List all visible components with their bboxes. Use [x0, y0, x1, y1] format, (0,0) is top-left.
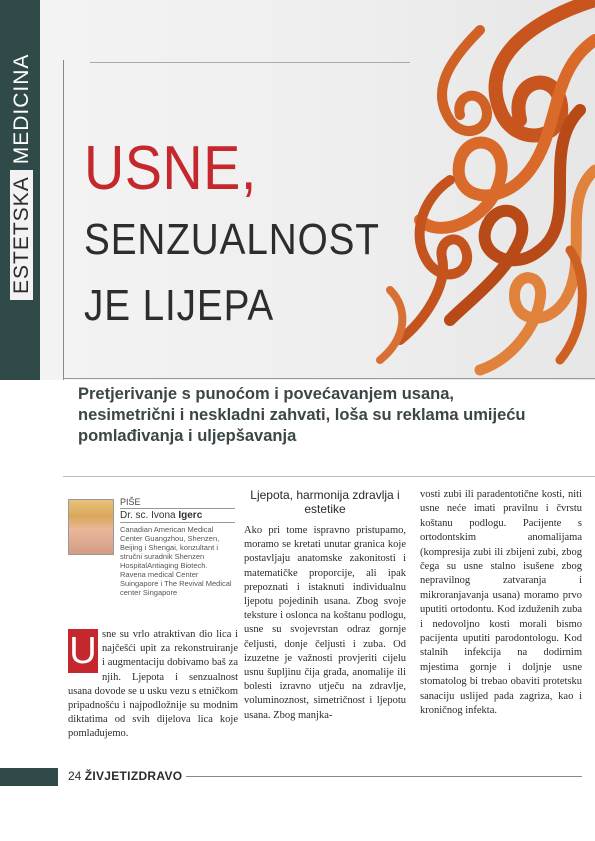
body-column-3: [420, 488, 582, 719]
section-label: [10, 48, 34, 300]
page-number: 24: [68, 769, 82, 783]
author-surname: Igerc: [178, 510, 203, 521]
magazine-brand: [85, 769, 183, 783]
hero-bottom-rule: [63, 378, 595, 379]
subheading: Ljepota, harmonija zdravlja i estetike: [250, 488, 400, 516]
drop-cap: U: [69, 630, 97, 672]
author-affiliation: Canadian American Medical Center Guangzhou, Shenzen, Beijing i Shengai, konzultant i stručni suradnik Shenzen HospitalAntiaging Biotech. Ravena medical Center Suingapore i The Revival Medical center Singapore: [120, 525, 232, 597]
section-word-estetska: ESTETSKA: [10, 170, 33, 300]
brand-part-1: ŽIVJETI: [84, 769, 131, 783]
headline-line-1: USNE,: [84, 134, 257, 203]
footer-band: [0, 768, 58, 786]
red-hair-curls-image: [330, 0, 595, 380]
brand-part-2: ZDRAVO: [130, 769, 183, 783]
hero-section: [0, 0, 595, 380]
body-column-2: [244, 488, 406, 723]
author-box: [120, 497, 235, 597]
column-1-text: sne su vrlo atraktivan dio lica i najčešći upit za rekonstruiranje i augmentaciju dobivamo baš za njih. Ljepota i senzualnost usana dovode se u usku vezu s etničkom pripadnošću i najpodložnije su modnim diktatima od svih dijelova lica koje pomlađujemo.: [68, 629, 239, 740]
section-word-medicina: MEDICINA: [10, 53, 33, 165]
column-3-text: vosti zubi ili paradentotične kosti, niti usne neće imati pravilnu i čvrstu koštanu podlogu. Pacijente s ortodontskim anomalijama (kompresija zubi ili zbijeni zubi, zbog čega su usne stalno isušene zbog nepravilnog zatvaranja i mikroranjavanja usana) moramo prvo uputiti ortodontu. Kod izduženih zuba i nedovoljno kosti morali bismo pacijenta uputiti parodontologu. Kod stalnih infekcija na dodirnim mjestima gornje i doljnje usne stomatolog bi trebao obaviti protetsku sanaciju uslijed pada zagriza, kao i kroničnog infekta.: [420, 489, 582, 717]
author-name-prefix: Dr. sc. Ivona: [120, 510, 176, 521]
author-photo: [68, 499, 114, 555]
lead-bottom-rule: [63, 476, 595, 477]
author-label: PIŠE: [120, 497, 235, 509]
column-2-text: Ako pri tome ispravno pristupamo, moramo se kretati unutar granica koje postavljaju anatomske zakonitosti i matematičke proporcije, ali ipak prepoznati i istaknuti individualnu ljepotu pojedinih usana. Zbog svoje teksture i oslonca na koštanu podlogu, usne su svojevrstan odraz gornje čeljusti, donje čeljusti i zuba. Od izuzetne je važnosti provjeriti cijelu usnu šupljinu čija građa, anomalije ili bolesti izravno utječu na zdravlje, voluminoznost, simetričnost i ljepotu usana. Zbog manjka-: [244, 525, 406, 721]
headline-line-3: JE LIJEPA: [84, 281, 275, 330]
headline-line-2: SENZUALNOST: [84, 215, 380, 264]
footer-rule: [186, 776, 582, 777]
body-column-1: [68, 628, 238, 742]
lead-paragraph: Pretjerivanje s punoćom i povećavanjem usana, nesimetrični i neskladni zahvati, loša su reklama umijeću pomlađivanja i uljepšavanja: [78, 385, 526, 445]
author-name: [120, 510, 235, 523]
vertical-rule: [63, 60, 64, 380]
footer: [68, 769, 182, 783]
